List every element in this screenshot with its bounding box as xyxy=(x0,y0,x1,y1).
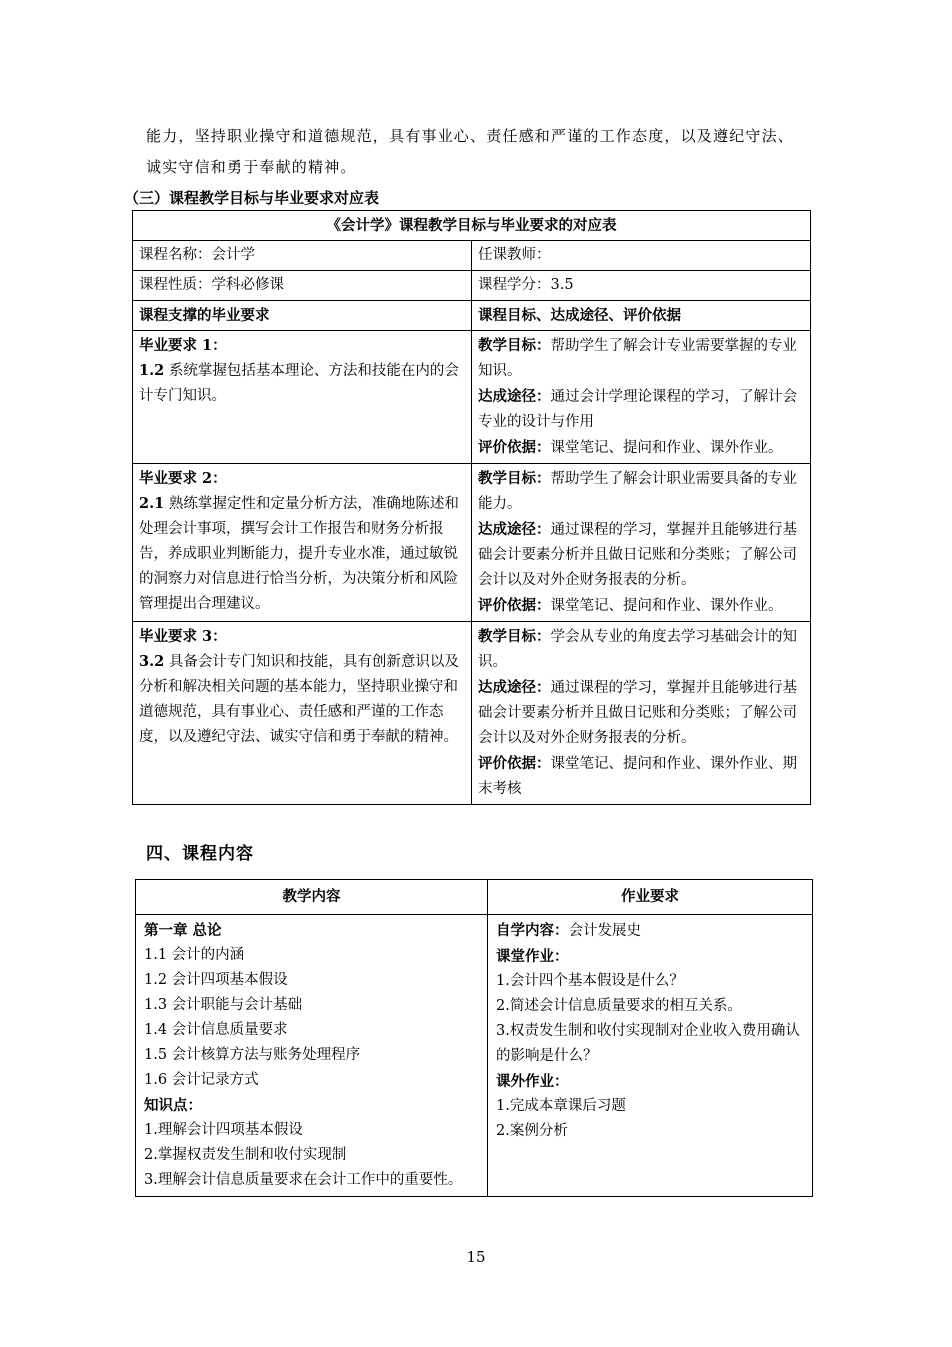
objectives-table xyxy=(132,210,811,805)
teaching-content-cell xyxy=(136,915,488,1197)
section-4-title: 四、课程内容 xyxy=(146,844,254,864)
homework-label: 课外作业： xyxy=(496,1073,569,1090)
requirement-text: 系统掌握包括基本理论、方法和技能在内的会计专门知识。 xyxy=(139,363,459,404)
self-study-label: 自学内容： xyxy=(496,922,569,939)
objectives-table-title: 《会计学》课程教学目标与毕业要求的对应表 xyxy=(133,211,811,241)
objectives-table-title-row xyxy=(133,211,811,241)
classwork-item: 2.简述会计信息质量要求的相互关系。 xyxy=(496,998,742,1014)
objectives-row-2 xyxy=(133,464,811,622)
classwork-item: 1.会计四个基本假设是什么？ xyxy=(496,973,684,989)
goal-text: 学会从专业的角度去学习基础会计的知识。 xyxy=(478,629,797,670)
goal-label: 教学目标： xyxy=(478,470,551,487)
classwork-label: 课堂作业： xyxy=(496,948,569,965)
course-name: 课程名称：会计学 xyxy=(133,241,472,271)
objective-cell xyxy=(472,464,811,622)
content-row-chapter-1 xyxy=(136,915,813,1197)
goal-label: 教学目标： xyxy=(478,628,551,645)
requirement-cell xyxy=(133,464,472,622)
requirement-cell xyxy=(133,622,472,805)
content-header-left: 教学内容 xyxy=(136,880,488,915)
course-credits: 课程学分：3.5 xyxy=(472,271,811,301)
page-number: 15 xyxy=(466,1248,486,1266)
content-header-row xyxy=(136,880,813,915)
requirement-text: 具备会计专门知识和技能，具有创新意识以及分析和解决相关问题的基本能力，坚持职业操守和道德规范，具有事业心、责任感和严谨的工作态度，以及遵纪守法、诚实守信和勇于奉献的精神。 xyxy=(139,654,459,745)
self-study-text: 会计发展史 xyxy=(568,923,641,939)
requirement-title: 毕业要求 2： xyxy=(139,470,227,487)
requirement-title: 毕业要求 3： xyxy=(139,628,227,645)
objectives-header-row xyxy=(133,301,811,331)
content-header-right: 作业要求 xyxy=(488,880,813,915)
list-item: 1.1 会计的内涵 xyxy=(144,947,245,963)
intro-line-2: 诚实守信和勇于奉献的精神。 xyxy=(146,158,357,176)
course-content-table xyxy=(135,879,813,1197)
requirement-title: 毕业要求 1： xyxy=(139,337,227,354)
requirement-cell xyxy=(133,331,472,464)
goal-text: 帮助学生了解会计专业需要掌握的专业知识。 xyxy=(478,338,797,379)
objectives-header-right: 课程目标、达成途径、评价依据 xyxy=(472,301,811,331)
knowledge-item: 3.理解会计信息质量要求在会计工作中的重要性。 xyxy=(144,1172,463,1188)
path-label: 达成途径： xyxy=(478,521,551,538)
requirement-code: 2.1 xyxy=(139,495,165,512)
objectives-row-1 xyxy=(133,331,811,464)
classwork-item: 3.权责发生制和收付实现制对企业收入费用确认的影响是什么？ xyxy=(496,1023,800,1064)
intro-paragraph xyxy=(146,124,816,180)
eval-text: 课堂笔记、提问和作业、课外作业。 xyxy=(550,440,783,456)
eval-label: 评价依据： xyxy=(478,597,551,614)
path-label: 达成途径： xyxy=(478,679,551,696)
eval-text: 课堂笔记、提问和作业、课外作业、期末考核 xyxy=(478,756,797,797)
course-type: 课程性质：学科必修课 xyxy=(133,271,472,301)
path-text: 通过会计学理论课程的学习，了解计会专业的设计与作用 xyxy=(478,389,797,430)
course-teacher: 任课教师： xyxy=(472,241,811,271)
list-item: 1.2 会计四项基本假设 xyxy=(144,972,288,988)
goal-label: 教学目标： xyxy=(478,337,551,354)
objectives-row-3 xyxy=(133,622,811,805)
knowledge-item: 1.理解会计四项基本假设 xyxy=(144,1122,303,1138)
list-item: 1.6 会计记录方式 xyxy=(144,1072,259,1088)
requirement-code: 3.2 xyxy=(139,653,165,670)
course-info-row-1 xyxy=(133,241,811,271)
path-text: 通过课程的学习，掌握并且能够进行基础会计要素分析并且做日记账和分类账；了解公司会计以及对外企财务报表的分析。 xyxy=(478,680,797,746)
list-item: 1.4 会计信息质量要求 xyxy=(144,1022,288,1038)
homework-item: 2.案例分析 xyxy=(496,1123,568,1139)
path-text: 通过课程的学习，掌握并且能够进行基础会计要素分析并且做日记账和分类账；了解公司会计以及对外企财务报表的分析。 xyxy=(478,522,797,588)
objectives-header-left: 课程支撑的毕业要求 xyxy=(133,301,472,331)
section-3-title: （三）课程教学目标与毕业要求对应表 xyxy=(124,189,380,207)
path-label: 达成途径： xyxy=(478,388,551,405)
requirement-code: 1.2 xyxy=(139,362,165,379)
requirement-text: 熟练掌握定性和定量分析方法，准确地陈述和处理会计事项，撰写会计工作报告和财务分析报告，养成职业判断能力，提升专业水准，通过敏锐的洞察力对信息进行恰当分析，为决策分析和风险管理提出合理建议。 xyxy=(139,496,459,612)
eval-text: 课堂笔记、提问和作业、课外作业。 xyxy=(550,598,783,614)
chapter-title: 第一章 总论 xyxy=(144,922,222,939)
objective-cell xyxy=(472,331,811,464)
knowledge-label: 知识点： xyxy=(144,1097,202,1114)
eval-label: 评价依据： xyxy=(478,439,551,456)
eval-label: 评价依据： xyxy=(478,755,551,772)
intro-line-1: 能力，坚持职业操守和道德规范，具有事业心、责任感和严谨的工作态度，以及遵纪守法、 xyxy=(146,127,795,145)
knowledge-item: 2.掌握权责发生制和收付实现制 xyxy=(144,1147,347,1163)
list-item: 1.5 会计核算方法与账务处理程序 xyxy=(144,1047,361,1063)
assignment-cell xyxy=(488,915,813,1197)
homework-item: 1.完成本章课后习题 xyxy=(496,1098,626,1114)
objective-cell xyxy=(472,622,811,805)
goal-text: 帮助学生了解会计职业需要具备的专业能力。 xyxy=(478,471,797,512)
list-item: 1.3 会计职能与会计基础 xyxy=(144,997,303,1013)
course-info-row-2 xyxy=(133,271,811,301)
